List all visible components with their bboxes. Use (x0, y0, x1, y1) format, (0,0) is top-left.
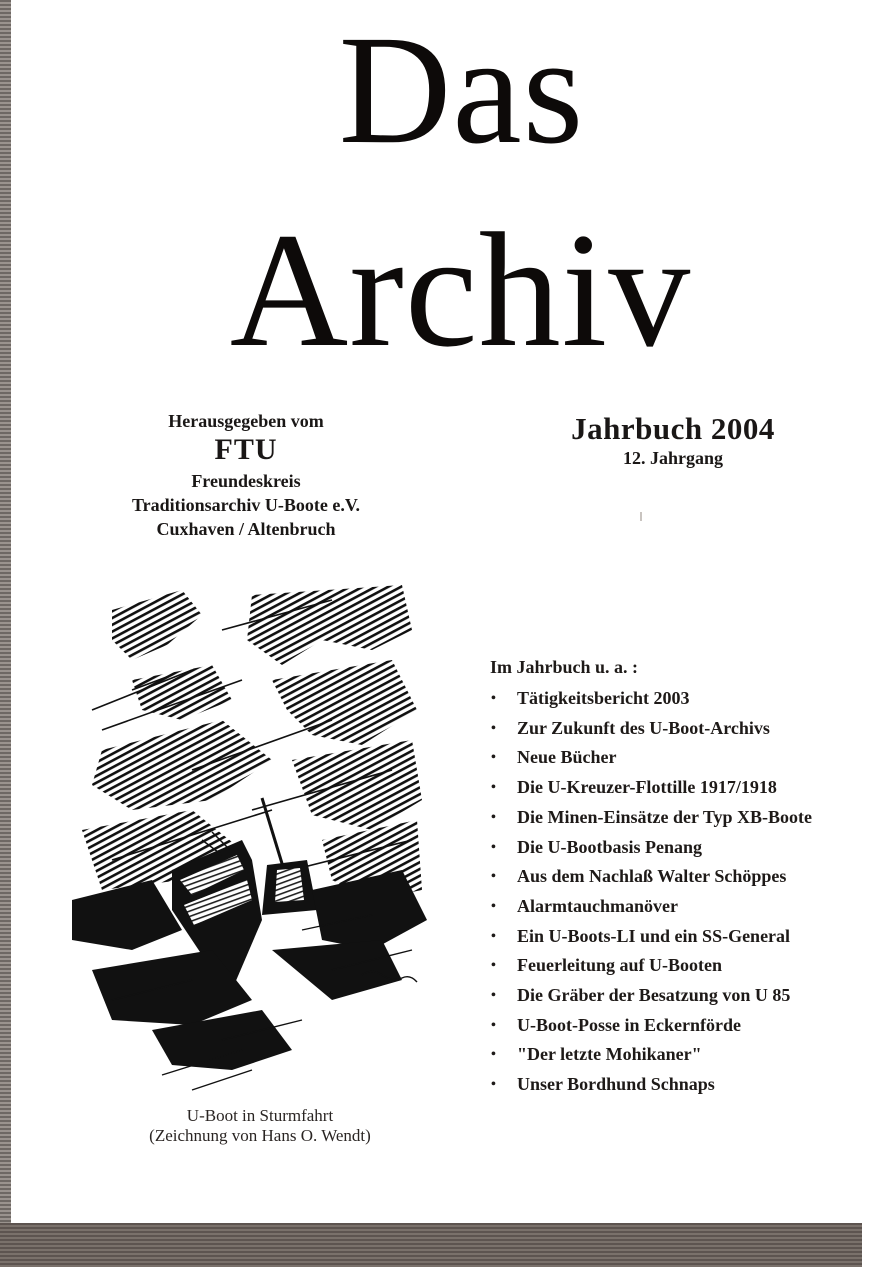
yearbook-title: Jahrbuch 2004 (571, 411, 775, 446)
scan-left-edge (0, 0, 11, 1267)
bullet-icon: • (491, 1047, 496, 1063)
caption-title: U-Boot in Sturmfahrt (186, 1106, 334, 1125)
contents-block (490, 654, 860, 1100)
publisher-name-1: Freundeskreis (191, 471, 301, 491)
list-item: • Feuerleitung auf U-Booten (490, 951, 860, 981)
bullet-icon: • (491, 780, 496, 796)
publisher-acronym: FTU (214, 433, 278, 466)
bullet-icon: • (491, 958, 496, 974)
periscope (262, 798, 284, 870)
bullet-icon: • (491, 869, 496, 885)
list-item: • Tätigkeitsbericht 2003 (490, 684, 860, 714)
title-das: Das (338, 3, 585, 176)
list-item: • Die U-Bootbasis Penang (490, 833, 860, 863)
title-archiv: Archiv (229, 200, 692, 381)
bullet-icon: • (491, 988, 496, 1004)
bullet-icon: • (491, 839, 496, 855)
list-item: • Unser Bordhund Schnaps (490, 1070, 860, 1100)
yearbook-volume: 12. Jahrgang (622, 448, 723, 468)
publisher-name-2: Traditionsarchiv U-Boote e.V. (132, 495, 360, 515)
publisher-block (90, 409, 402, 541)
list-item: • Ein U-Boots-LI und ein SS-General (490, 922, 860, 952)
list-item: • "Der letzte Mohikaner" (490, 1040, 860, 1070)
contents-heading: Im Jahrbuch u. a. : (490, 657, 639, 677)
conning-tower (262, 860, 317, 915)
list-item: • Die Minen-Einsätze der Typ XB-Boote (490, 803, 860, 833)
list-item: • Zur Zukunft des U-Boot-Archivs (490, 714, 860, 744)
publisher-intro: Herausgegeben vom (168, 411, 324, 431)
bullet-icon: • (491, 928, 496, 944)
bullet-icon: • (491, 1077, 496, 1093)
list-item: • Neue Bücher (490, 743, 860, 773)
illustration-caption (100, 1106, 420, 1146)
yearbook-block (548, 410, 798, 468)
list-item: • U-Boot-Posse in Eckernförde (490, 1011, 860, 1041)
bullet-icon: • (491, 1017, 496, 1033)
caption-credit: (Zeichnung von Hans O. Wendt) (149, 1126, 371, 1145)
contents-list (490, 684, 860, 1100)
list-item: • Aus dem Nachlaß Walter Schöppes (490, 862, 860, 892)
list-item: • Die U-Kreuzer-Flottille 1917/1918 (490, 773, 860, 803)
list-item: • Die Gräber der Besatzung von U 85 (490, 981, 860, 1011)
scan-right-corner (862, 1223, 869, 1267)
scan-speck (640, 512, 642, 521)
bullet-icon: • (491, 750, 496, 766)
list-item: • Alarmtauchmanöver (490, 892, 860, 922)
bullet-icon: • (491, 898, 496, 914)
bullet-icon: • (491, 720, 496, 736)
bullet-icon: • (491, 809, 496, 825)
submarine-storm-illustration (72, 570, 432, 1100)
scan-bottom-edge (0, 1223, 862, 1267)
publisher-location: Cuxhaven / Altenbruch (156, 519, 336, 539)
bullet-icon: • (491, 691, 496, 706)
